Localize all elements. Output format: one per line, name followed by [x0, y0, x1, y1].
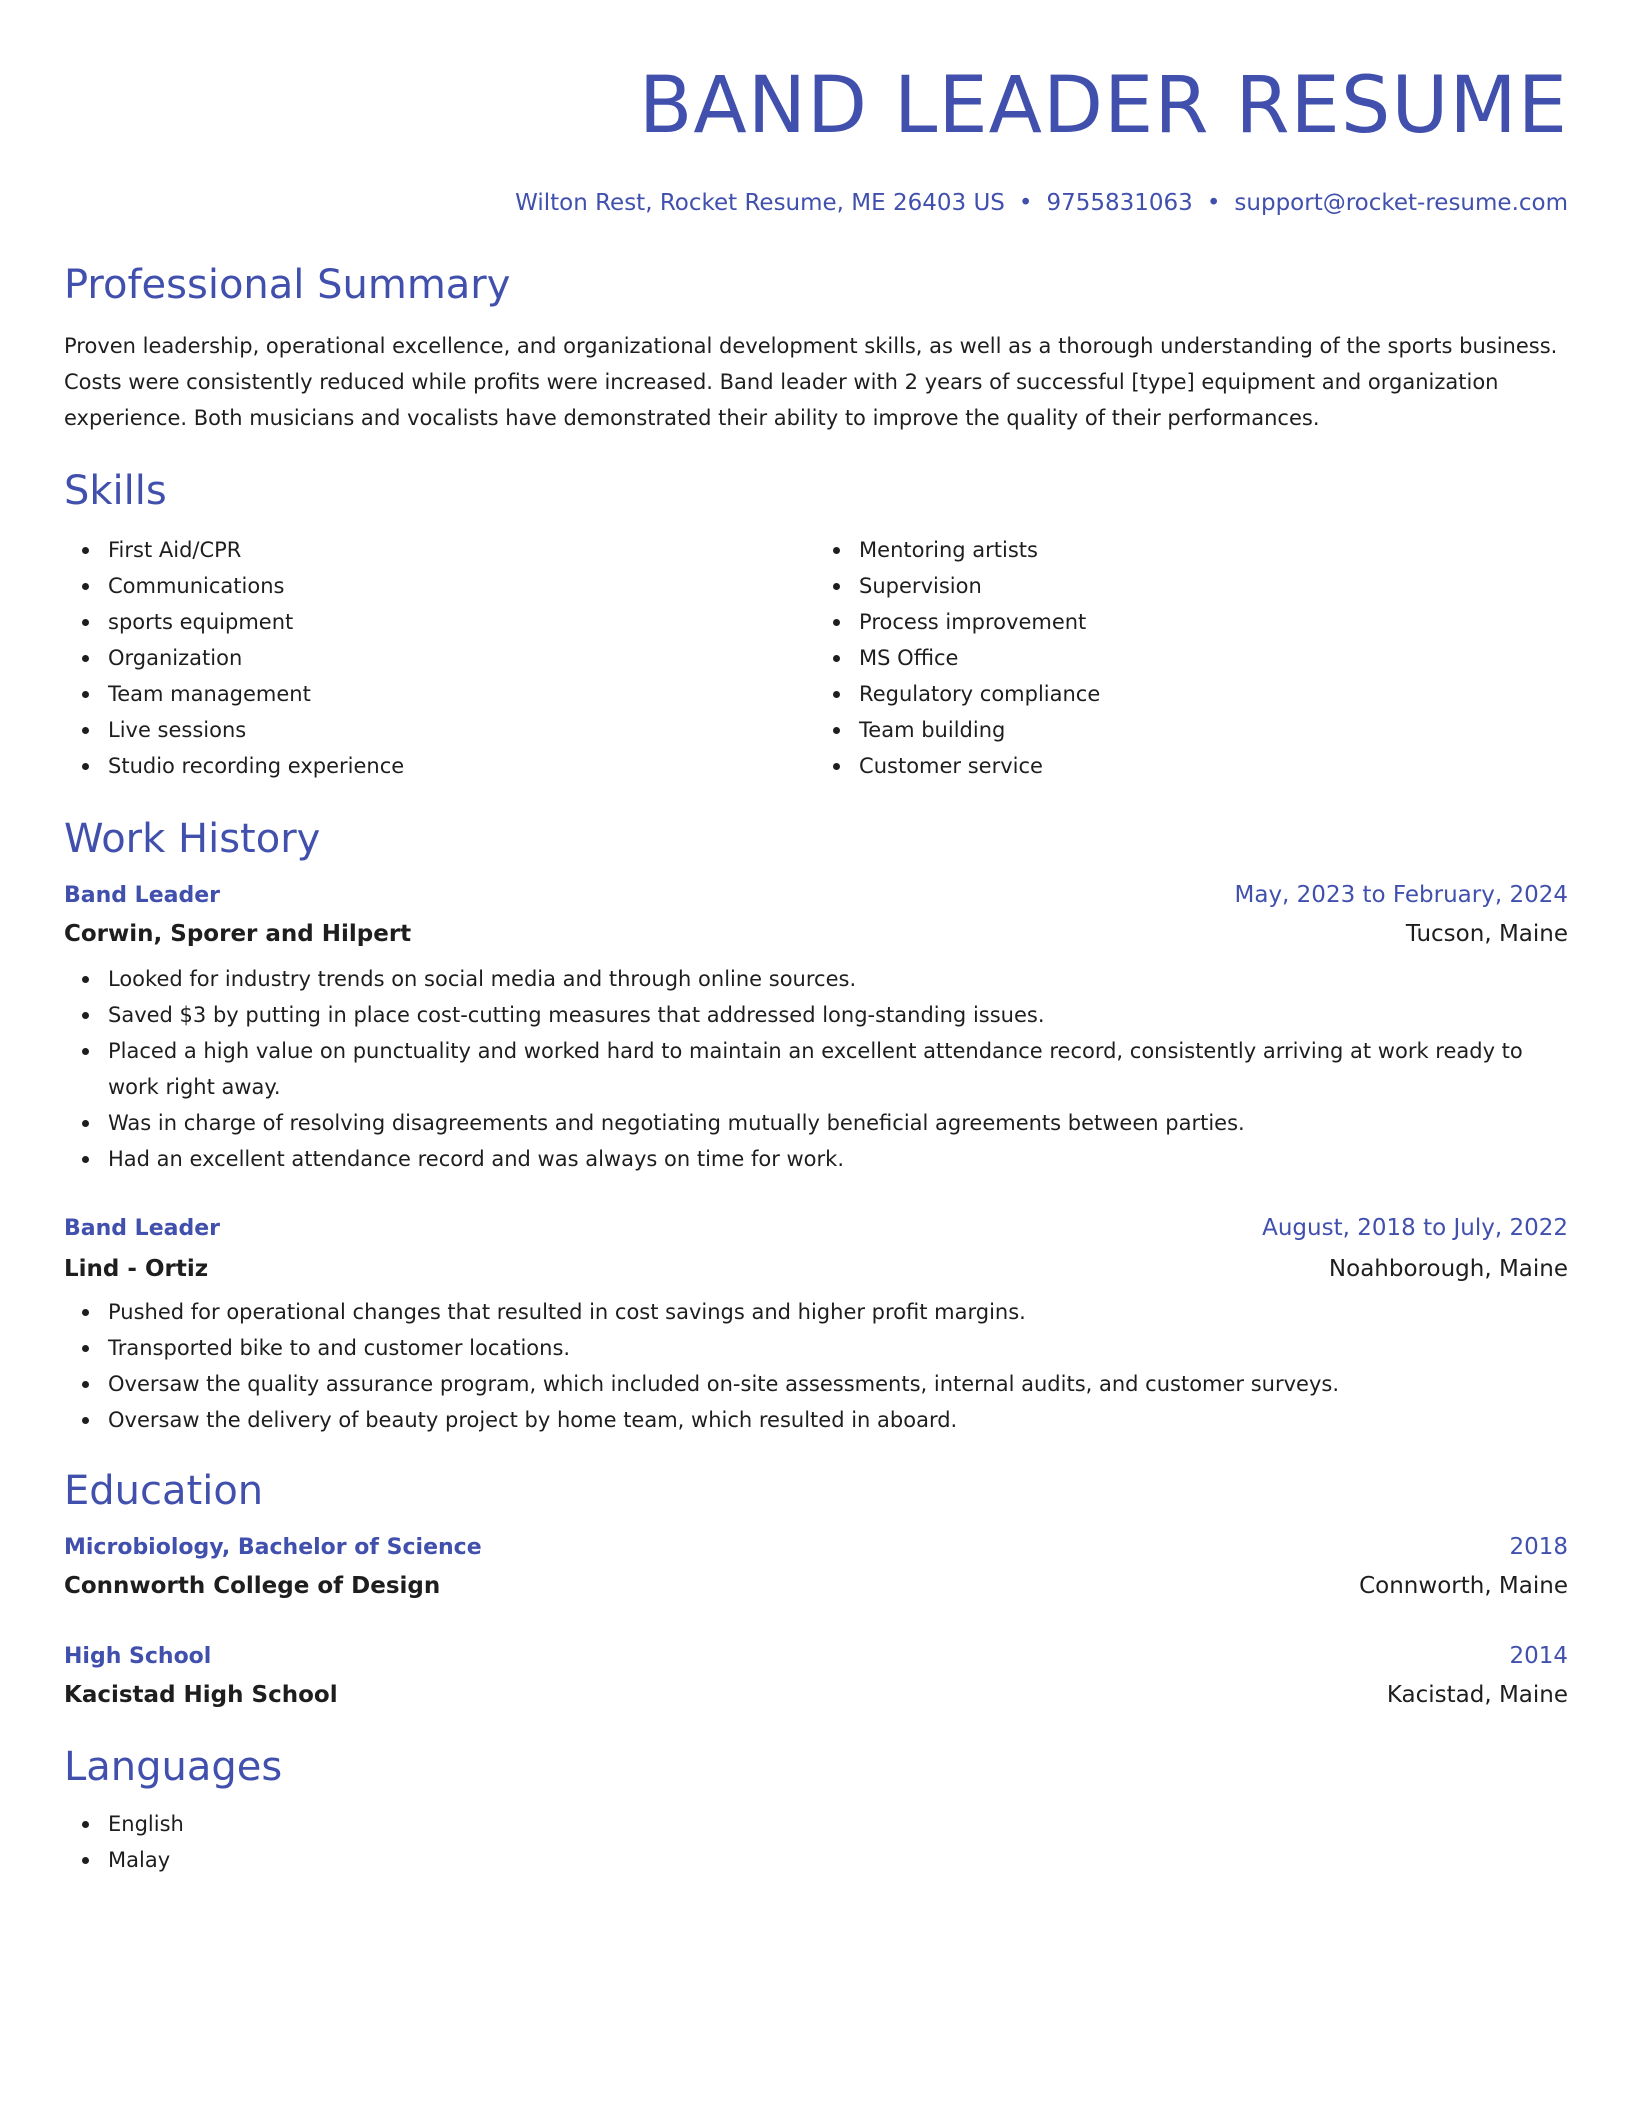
job-dates: May, 2023 to February, 2024	[1234, 882, 1568, 908]
contact-phone: 9755831063	[1046, 190, 1193, 216]
education-location: Connworth, Maine	[1359, 1573, 1568, 1599]
summary-text: Proven leadership, operational excellence, and organizational development skills, as well as a thorough understanding of the sports business. Costs were consistently reduced while profits were increased. Band leader with 2 years of successful [type] equipment and organization experience. Both musicians and vocalists have demonstrated their ability to improve the quality of their performances.	[64, 334, 1558, 430]
job-title-row	[64, 880, 1568, 911]
education-degree-row	[64, 1641, 1568, 1672]
education-year: 2018	[1509, 1534, 1568, 1560]
education-degree: Microbiology, Bachelor of Science	[64, 1535, 482, 1560]
job-entry	[64, 1213, 1568, 1438]
summary-section	[64, 260, 1568, 436]
education-year: 2014	[1509, 1643, 1568, 1669]
contact-separator: •	[1206, 190, 1221, 216]
job-bullet: Had an excellent attendance record and was always on time for work.	[108, 1141, 1568, 1177]
language-item: English	[108, 1806, 1568, 1842]
section-heading-work-history: Work History	[64, 816, 321, 862]
education-section	[64, 1466, 1568, 1710]
education-school: Kacistad High School	[64, 1682, 338, 1708]
skills-column-left	[64, 532, 815, 784]
section-heading-summary: Professional Summary	[64, 262, 511, 308]
page-title: BAND LEADER RESUME	[638, 61, 1568, 151]
job-bullets	[64, 1294, 1568, 1438]
job-role: Band Leader	[64, 1216, 220, 1241]
skill-item: sports equipment	[108, 604, 815, 640]
skill-item: MS Office	[859, 640, 1568, 676]
job-entry	[64, 880, 1568, 1177]
skill-item: Regulatory compliance	[859, 676, 1568, 712]
job-bullet: Oversaw the delivery of beauty project by home team, which resulted in aboard.	[108, 1402, 1568, 1438]
skill-item: Supervision	[859, 568, 1568, 604]
job-bullet: Saved $3 by putting in place cost-cutting measures that addressed long-standing issues.	[108, 997, 1568, 1033]
skill-item: Team building	[859, 712, 1568, 748]
skill-item: Live sessions	[108, 712, 815, 748]
job-company-row	[64, 1254, 1568, 1284]
job-bullet: Placed a high value on punctuality and worked hard to maintain an excellent attendance record, consistently arriving at work ready to work right away.	[108, 1033, 1568, 1105]
job-location: Noahborough, Maine	[1328, 1256, 1568, 1282]
skill-item: Communications	[108, 568, 815, 604]
education-school-row	[64, 1680, 1568, 1710]
job-company: Lind - Ortiz	[64, 1256, 209, 1282]
job-bullets	[64, 961, 1568, 1177]
skills-column-right	[815, 532, 1568, 784]
skill-item: Organization	[108, 640, 815, 676]
skills-section	[64, 466, 1568, 784]
job-role: Band Leader	[64, 883, 220, 908]
education-school: Connworth College of Design	[64, 1573, 441, 1599]
skill-item: Team management	[108, 676, 815, 712]
skills-grid	[64, 532, 1568, 784]
job-bullet: Transported bike to and customer locations.	[108, 1330, 1568, 1366]
education-entry	[64, 1641, 1568, 1710]
education-entry	[64, 1532, 1568, 1601]
job-bullet: Oversaw the quality assurance program, which included on-site assessments, internal audits, and customer surveys.	[108, 1366, 1568, 1402]
section-heading-languages: Languages	[64, 1744, 283, 1790]
language-item: Malay	[108, 1842, 1568, 1878]
education-degree-row	[64, 1532, 1568, 1563]
job-company-row	[64, 919, 1568, 949]
job-bullet: Pushed for operational changes that resulted in cost savings and higher profit margins.	[108, 1294, 1568, 1330]
education-degree: High School	[64, 1644, 212, 1669]
skill-item: Process improvement	[859, 604, 1568, 640]
job-location: Tucson, Maine	[1405, 921, 1568, 947]
skill-item: First Aid/CPR	[108, 532, 815, 568]
job-company: Corwin, Sporer and Hilpert	[64, 921, 412, 947]
contact-address: Wilton Rest, Rocket Resume, ME 26403 US	[515, 190, 1005, 216]
skill-item: Mentoring artists	[859, 532, 1568, 568]
education-location: Kacistad, Maine	[1386, 1682, 1568, 1708]
section-heading-education: Education	[64, 1468, 264, 1514]
contact-separator: •	[1018, 190, 1033, 216]
skill-item: Customer service	[859, 748, 1568, 784]
section-heading-skills: Skills	[64, 468, 167, 514]
job-dates: August, 2018 to July, 2022	[1262, 1215, 1568, 1241]
education-school-row	[64, 1571, 1568, 1601]
languages-list	[64, 1806, 1568, 1878]
job-bullet: Looked for industry trends on social media and through online sources.	[108, 961, 1568, 997]
languages-section	[64, 1742, 1568, 1878]
job-title-row	[64, 1213, 1568, 1244]
contact-email: support@rocket-resume.com	[1234, 190, 1568, 216]
contact-line	[64, 188, 1568, 218]
resume-header	[64, 58, 1568, 218]
skill-item: Studio recording experience	[108, 748, 815, 784]
job-bullet: Was in charge of resolving disagreements and negotiating mutually beneficial agreements between parties.	[108, 1105, 1568, 1141]
work-history-section	[64, 814, 1568, 1438]
